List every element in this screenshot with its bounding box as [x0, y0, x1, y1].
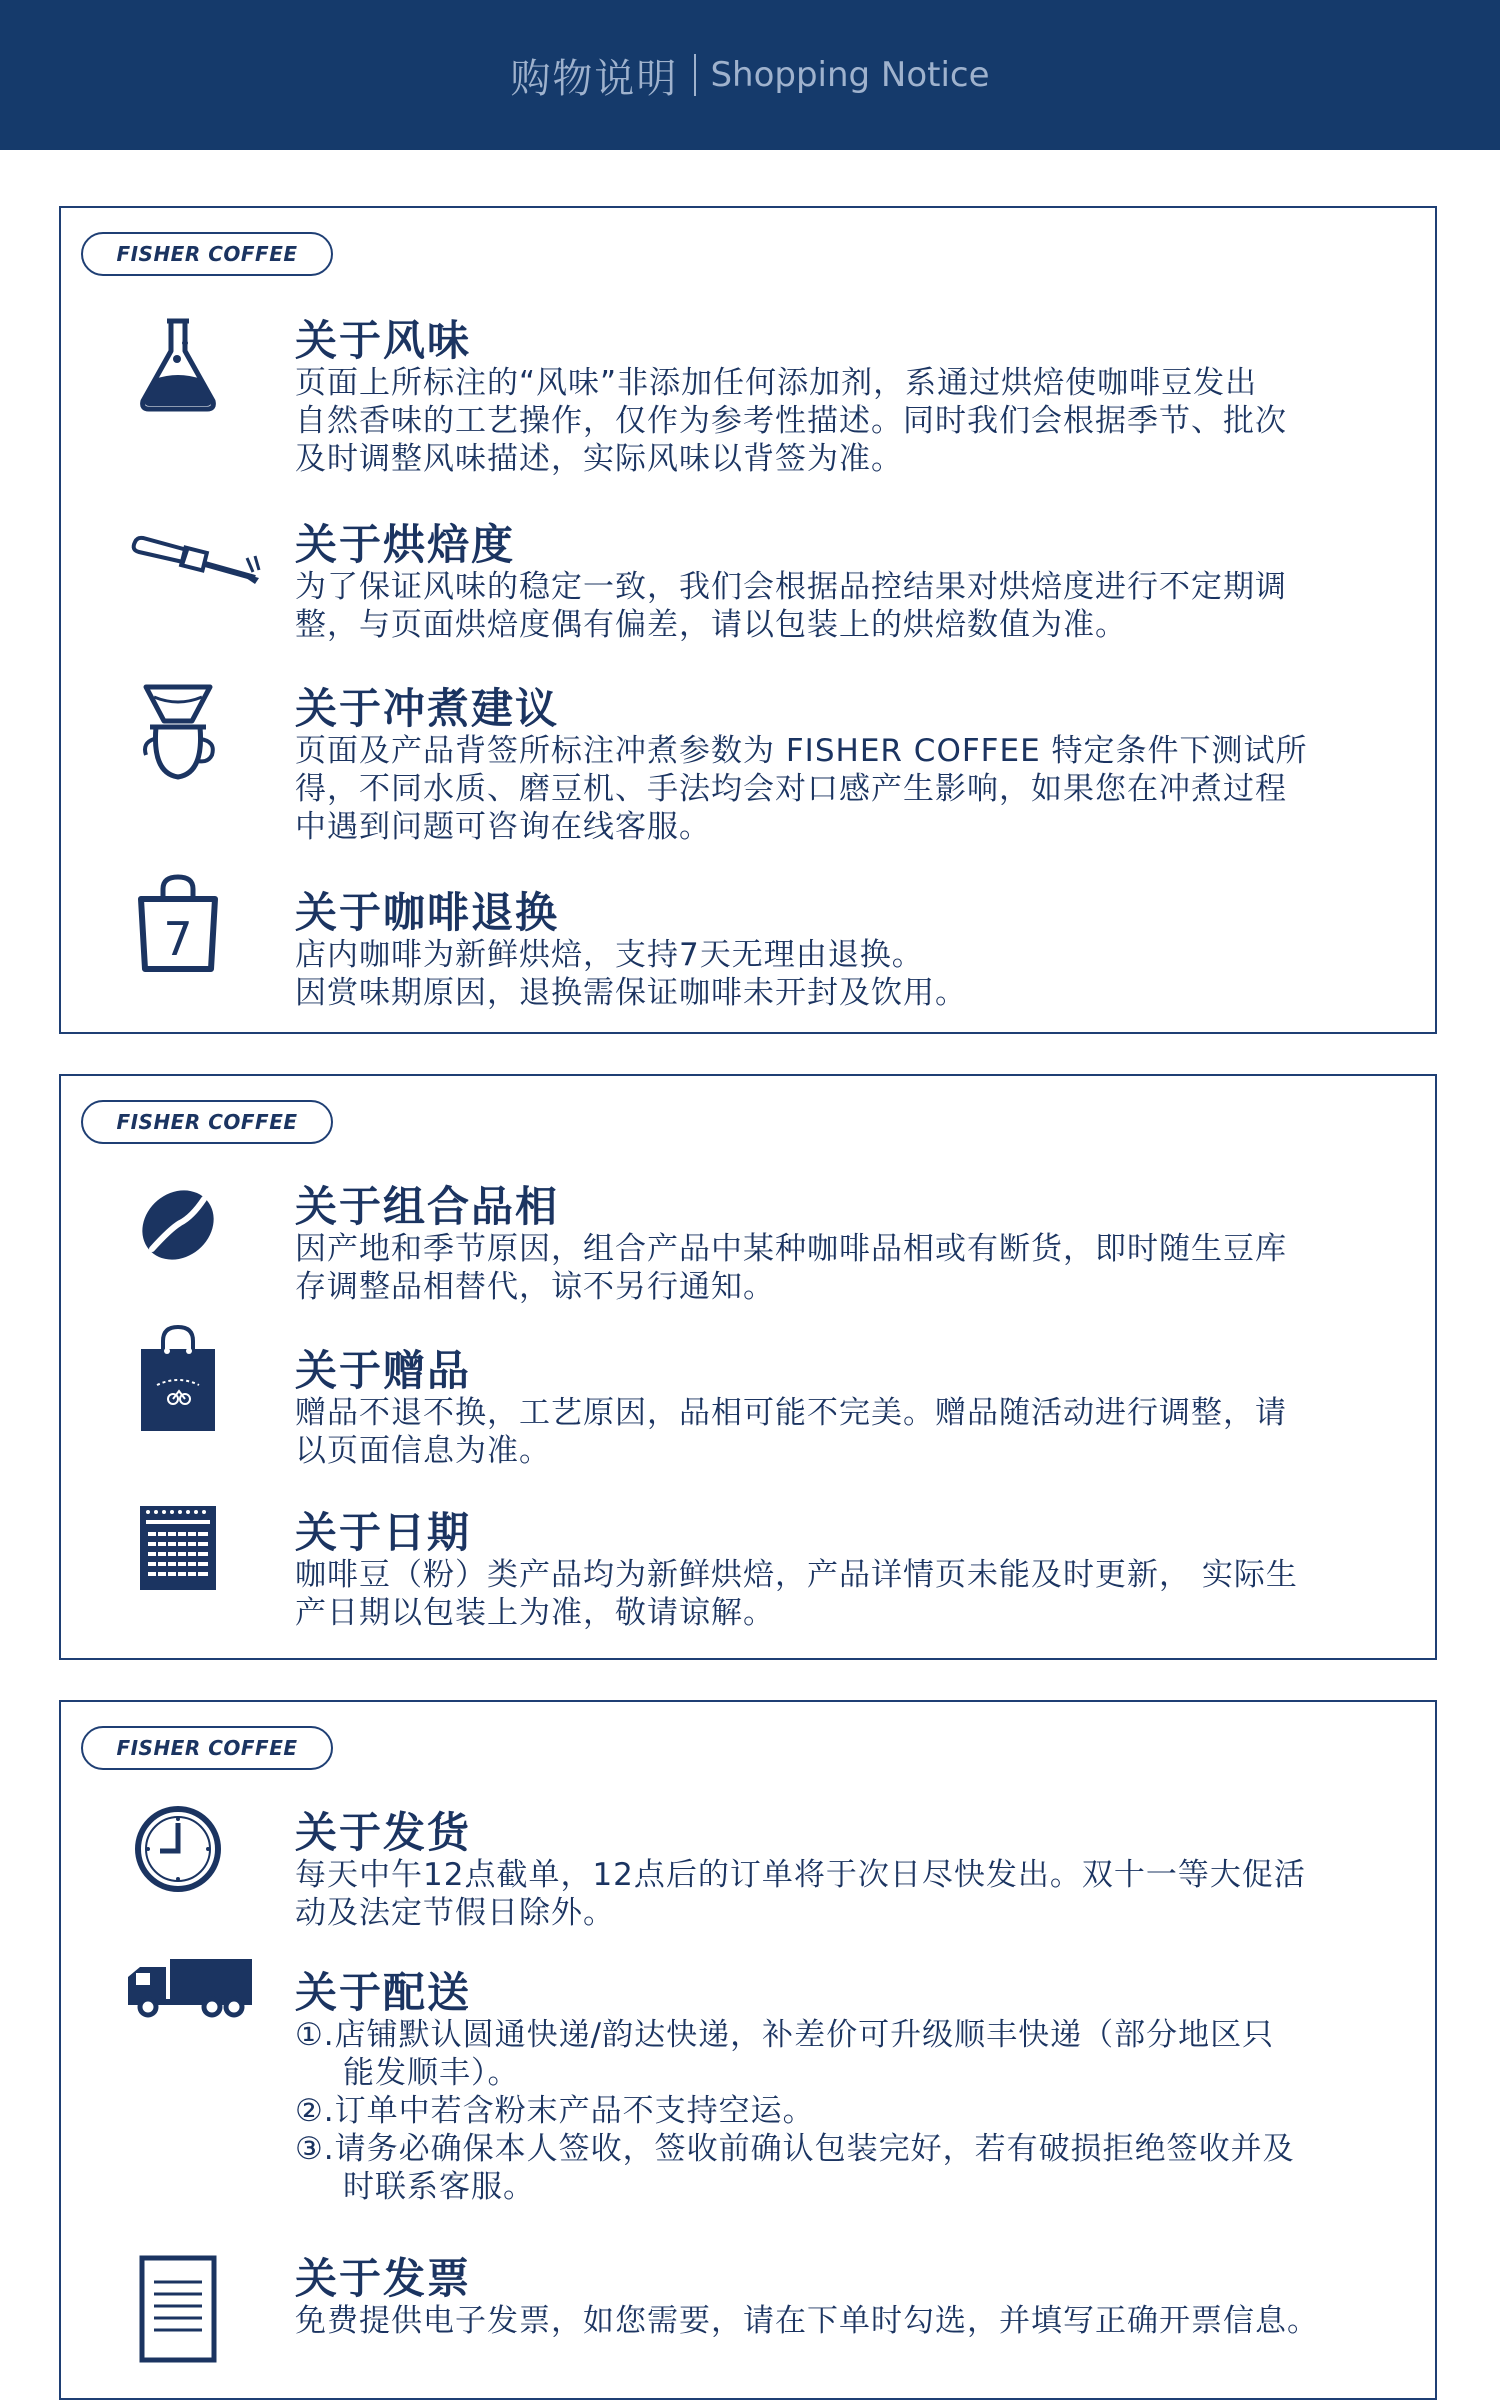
item-description: 页面上所标注的“风味”非添加任何添加剂，系通过烘焙使咖啡豆发出 自然香味的工艺操作，仅作为参考性描述。同时我们会根据季节、批次 及时调整风味描述，实际风味以背签为准。	[295, 365, 1287, 477]
pour-over-dripper-icon	[123, 676, 233, 786]
item-title: 关于风味	[295, 316, 472, 365]
brand-badge: FISHER COFFEE	[81, 1726, 333, 1770]
item-title: 关于日期	[295, 1508, 472, 1557]
seven-day-return-bag-icon	[123, 868, 233, 978]
item-description: 因产地和季节原因，组合产品中某种咖啡品相或有断货，即时随生豆库 存调整品相替代，谅不另行通知。	[295, 1231, 1287, 1305]
item-description: 赠品不退不换，工艺原因，品相可能不完美。赠品随活动进行调整，请 以页面信息为准。	[295, 1395, 1287, 1469]
clock-icon	[123, 1794, 233, 1904]
coffee-bean-icon	[123, 1170, 233, 1280]
item-description: 页面及产品背签所标注冲煮参数为 FISHER COFFEE 特定条件下测试所 得，不同水质、磨豆机、手法均会对口感产生影响，如果您在冲煮过程 中遇到问题可咨询在线客服。	[295, 733, 1308, 845]
item-title: 关于赠品	[295, 1346, 472, 1395]
item-description: 店内咖啡为新鲜烘焙，支持7天无理由退换。 因赏味期原因，退换需保证咖啡未开封及饮用。	[295, 937, 967, 1011]
svg-text:7: 7	[163, 912, 193, 966]
item-description: ①.店铺默认圆通快递/韵达快递，补差价可升级顺丰快递（部分地区只 能发顺丰）。 ②.订单中若含粉末产品不支持空运。 ③.请务必确保本人签收，签收前确认包装完好，若有破损拒绝签收并及 时联系客服。	[295, 2017, 1295, 2205]
notice-card-2	[59, 1074, 1437, 1660]
thermometer-probe-icon	[127, 508, 267, 618]
brand-badge: FISHER COFFEE	[81, 232, 333, 276]
invoice-document-icon	[123, 2254, 233, 2364]
item-title: 关于冲煮建议	[295, 684, 560, 733]
header-title-en: Shopping Notice	[710, 55, 990, 95]
page-header	[0, 0, 1500, 150]
gift-bag-icon	[123, 1324, 233, 1434]
calendar-icon	[123, 1492, 233, 1602]
item-title: 关于配送	[295, 1968, 472, 2017]
notice-card-3	[59, 1700, 1437, 2400]
notice-card-1	[59, 206, 1437, 1034]
item-title: 关于组合品相	[295, 1182, 560, 1231]
item-description: 为了保证风味的稳定一致，我们会根据品控结果对烘焙度进行不定期调 整，与页面烘焙度偶有偏差，请以包装上的烘焙数值为准。	[295, 569, 1287, 643]
item-title: 关于烘焙度	[295, 520, 516, 569]
delivery-truck-icon	[125, 1932, 255, 2042]
item-description: 每天中午12点截单，12点后的订单将于次日尽快发出。双十一等大促活 动及法定节假日除外。	[295, 1857, 1306, 1931]
header-divider	[694, 54, 696, 96]
brand-badge: FISHER COFFEE	[81, 1100, 333, 1144]
item-description: 免费提供电子发票，如您需要，请在下单时勾选，并填写正确开票信息。	[295, 2303, 1319, 2339]
item-title: 关于发货	[295, 1808, 472, 1857]
item-description: 咖啡豆（粉）类产品均为新鲜烘焙，产品详情页未能及时更新， 实际生 产日期以包装上为准，敬请谅解。	[295, 1557, 1298, 1631]
flask-icon	[123, 310, 233, 420]
item-title: 关于咖啡退换	[295, 888, 560, 937]
header-title-cn: 购物说明	[510, 55, 679, 102]
item-title: 关于发票	[295, 2254, 472, 2303]
